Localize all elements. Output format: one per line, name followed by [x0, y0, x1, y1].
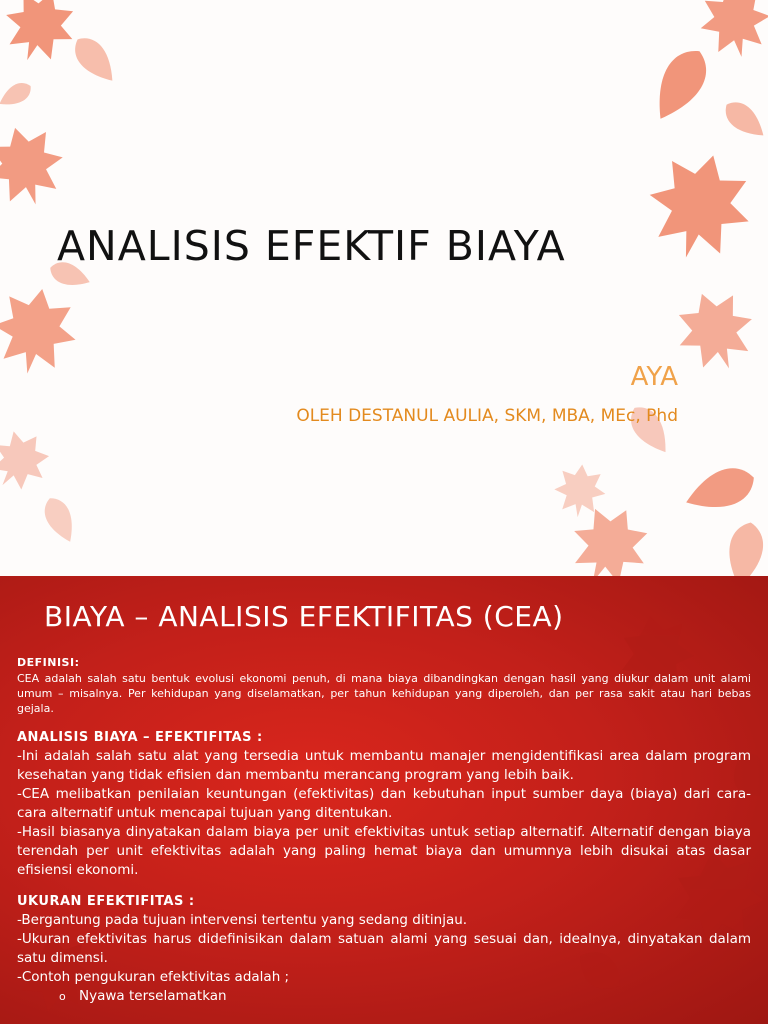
- slide-subtitle: AYA: [630, 362, 678, 392]
- author-line: OLEH DESTANUL AULIA, SKM, MBA, MEc, Phd: [296, 406, 678, 426]
- section1-item: -Hasil biasanya dinyatakan dalam biaya per unit efektivitas untuk setiap alternatif. Alternatif dengan biaya terendah per unit efektivitas adalah yang paling hemat biaya dan umumnya lebih disukai atas dasar efisiensi ekonomi.: [17, 824, 751, 878]
- section1-heading: ANALISIS BIAYA – EFEKTIFITAS :: [17, 730, 263, 745]
- section2-item: -Ukuran efektivitas harus didefinisikan dalam satuan alami yang sesuai dan, idealnya, dinyatakan dalam satu dimensi.: [17, 931, 751, 966]
- section1-item: -CEA melibatkan penilaian keuntungan (efektivitas) dan kebutuhan input sumber daya (biaya) dari cara-cara alternatif untuk mencapai tujuan yang ditentukan.: [17, 786, 751, 821]
- definition-heading: DEFINISI:: [17, 656, 80, 669]
- content-body: [17, 656, 751, 1006]
- section2-item: -Bergantung pada tujuan intervensi tertentu yang sedang ditinjau.: [17, 912, 468, 928]
- content-slide: [0, 576, 768, 1024]
- content-title: BIAYA – ANALISIS EFEKTIFITAS (CEA): [44, 600, 564, 633]
- section2-heading: UKURAN EFEKTIFITAS :: [17, 894, 195, 909]
- slide-title: ANALISIS EFEKTIF BIAYA: [57, 222, 566, 270]
- section2-item: -Contoh pengukuran efektivitas adalah ;: [17, 969, 290, 985]
- definition-text: CEA adalah salah satu bentuk evolusi ekonomi penuh, di mana biaya dibandingkan dengan hasil yang diukur dalam unit alami umum – misalnya. Per kehidupan yang diselamatkan, per tahun kehidupan yang diperoleh, dan per rasa sakit atau hari bebas gejala.: [17, 672, 751, 715]
- bullet-item: o Nyawa terselamatkan: [59, 987, 751, 1006]
- section1-item: -Ini adalah salah satu alat yang tersedia untuk membantu manajer mengidentifikasi area dalam program kesehatan yang tidak efisien dan membantu merancang program yang lebih baik.: [17, 748, 751, 783]
